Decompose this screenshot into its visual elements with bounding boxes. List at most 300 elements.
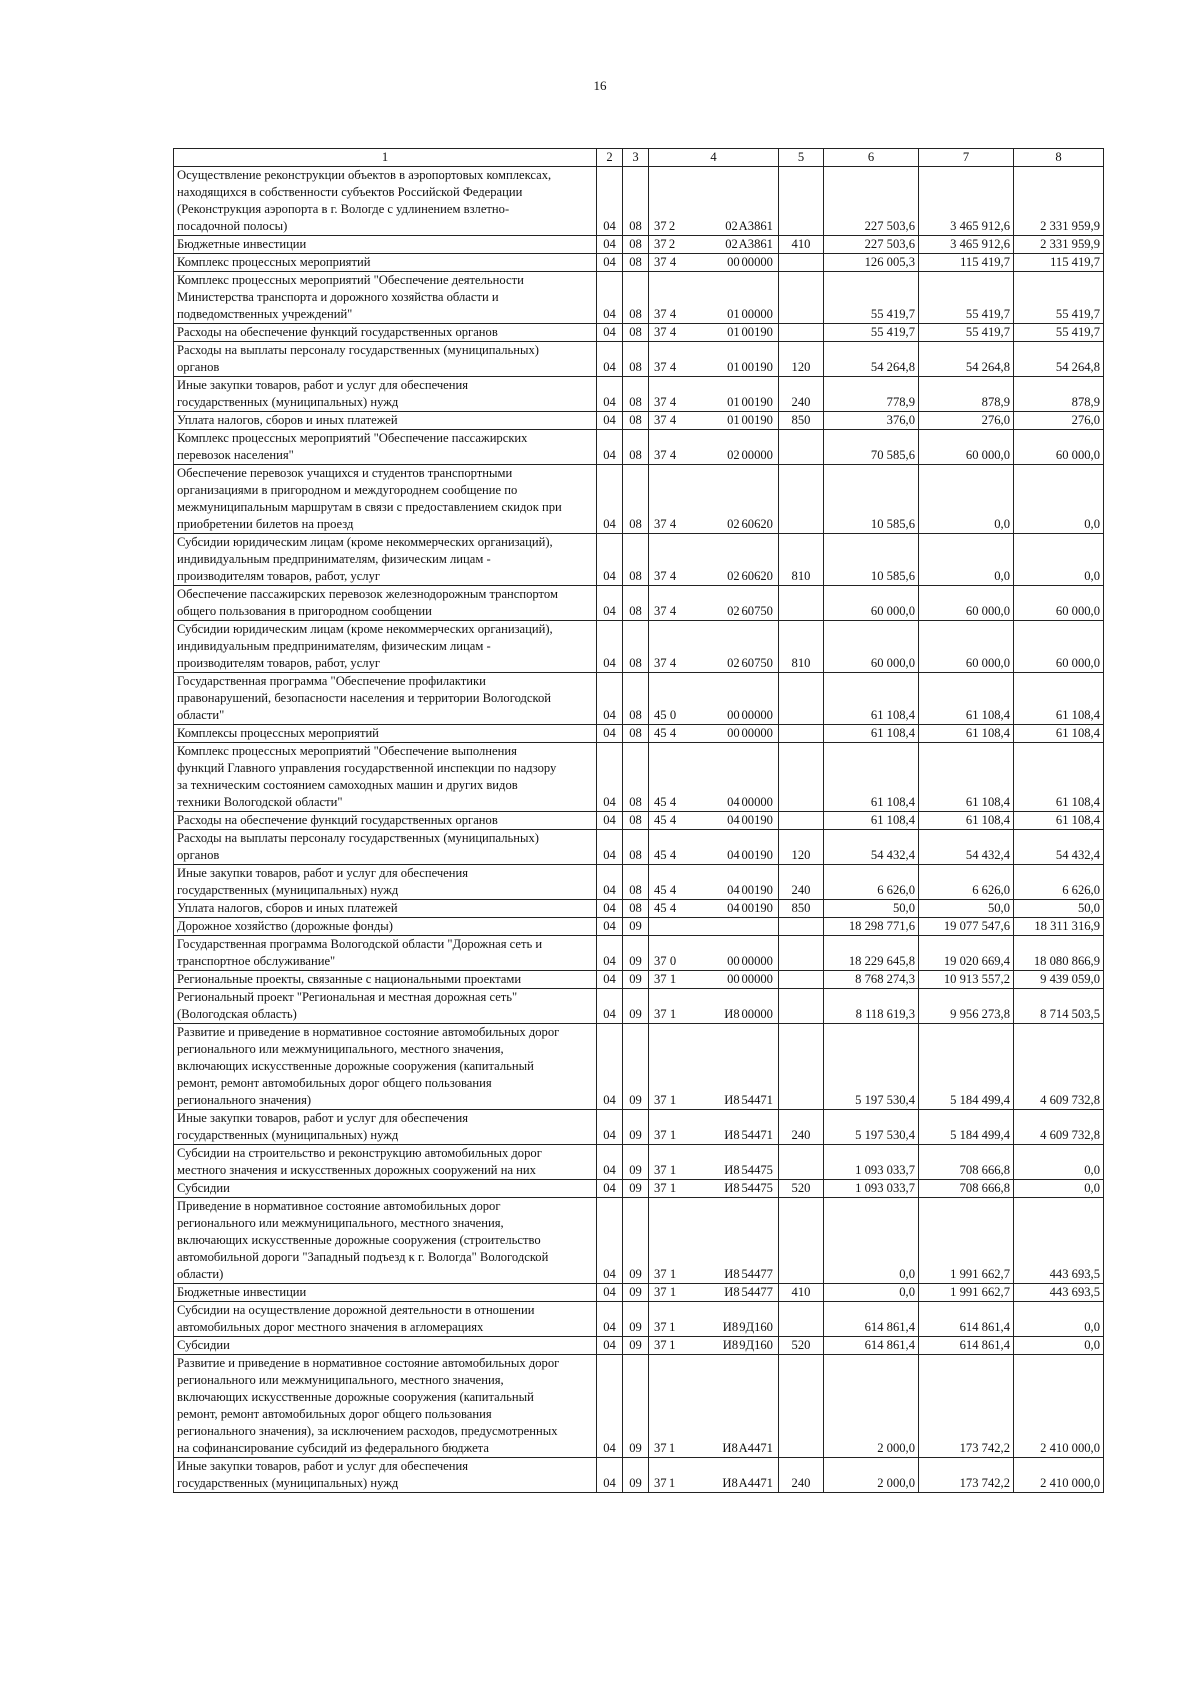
code-part: 45 <box>654 848 667 862</box>
amount-cell-year3: 276,0 <box>1014 412 1104 430</box>
row-name-cell: Осуществление реконструкции объектов в аэропортовых комплексах, находящихся в собственности субъектов Российской Федерации (Реконструкция аэропорта в г. Вологде с удлинением взлетно- посадочной полосы) <box>174 167 597 236</box>
amount-cell-year3: 115 419,7 <box>1014 254 1104 272</box>
code-part: 37 <box>654 1338 667 1352</box>
section-code-cell: 04 <box>597 1198 623 1284</box>
subsection-code-cell: 08 <box>623 167 649 236</box>
amount-cell-year2: 1 991 662,7 <box>919 1198 1014 1284</box>
code-part: 37 <box>654 219 667 233</box>
amount-cell-year1: 2 000,0 <box>824 1458 919 1493</box>
code-part: 37 <box>654 954 667 968</box>
code-part: 37 <box>654 1007 667 1021</box>
expense-type-cell <box>779 1355 824 1458</box>
table-row <box>174 971 1104 989</box>
code-part: 54477 <box>741 1285 773 1299</box>
column-header: 5 <box>779 149 824 167</box>
code-part: 02 <box>727 448 740 462</box>
code-part: 00 <box>727 708 740 722</box>
row-name-cell: Иные закупки товаров, работ и услуг для обеспечения государственных (муниципальных) нужд <box>174 377 597 412</box>
amount-cell-year2: 614 861,4 <box>919 1302 1014 1337</box>
row-name-cell: Уплата налогов, сборов и иных платежей <box>174 412 597 430</box>
row-name-cell: Субсидии на строительство и реконструкцию автомобильных дорог местного значения и искусственных дорожных сооружений на них <box>174 1145 597 1180</box>
code-part: 00190 <box>741 413 773 427</box>
amount-cell-year3: 8 714 503,5 <box>1014 989 1104 1024</box>
row-name-cell: Комплекс процессных мероприятий <box>174 254 597 272</box>
code-part: 0 <box>669 708 677 722</box>
target-item-code-cell <box>649 1302 779 1337</box>
amount-cell-year1: 61 108,4 <box>824 673 919 725</box>
code-part: 00000 <box>741 255 773 269</box>
target-item-code-cell <box>649 254 779 272</box>
amount-cell-year2: 0,0 <box>919 465 1014 534</box>
code-part: 1 <box>669 1320 676 1334</box>
amount-cell-year1: 61 108,4 <box>824 725 919 743</box>
subsection-code-cell: 08 <box>623 900 649 918</box>
code-part: 4 <box>669 901 677 915</box>
code-part: И8 <box>724 1093 740 1107</box>
amount-cell-year2: 50,0 <box>919 900 1014 918</box>
section-code-cell: 04 <box>597 936 623 971</box>
amount-cell-year3: 55 419,7 <box>1014 272 1104 324</box>
table-row <box>174 1284 1104 1302</box>
section-code-cell: 04 <box>597 1024 623 1110</box>
code-part: 37 <box>654 1476 667 1490</box>
code-part: И8 <box>724 1007 740 1021</box>
row-name-cell: Расходы на выплаты персоналу государственных (муниципальных) органов <box>174 342 597 377</box>
amount-cell-year1: 10 585,6 <box>824 465 919 534</box>
code-part: И8 <box>722 1441 738 1455</box>
code-part: 00 <box>727 972 740 986</box>
table-row <box>174 1458 1104 1493</box>
target-item-code-cell <box>649 918 779 936</box>
subsection-code-cell: 08 <box>623 236 649 254</box>
code-part: 37 <box>654 1181 667 1195</box>
amount-cell-year3: 0,0 <box>1014 465 1104 534</box>
code-part: 4 <box>669 848 677 862</box>
subsection-code-cell: 08 <box>623 534 649 586</box>
table-row <box>174 725 1104 743</box>
expense-type-cell <box>779 1024 824 1110</box>
amount-cell-year2: 6 626,0 <box>919 865 1014 900</box>
code-part: И8 <box>724 1128 740 1142</box>
amount-cell-year1: 376,0 <box>824 412 919 430</box>
amount-cell-year3: 18 311 316,9 <box>1014 918 1104 936</box>
code-part: 45 <box>654 708 667 722</box>
row-name-cell: Субсидии юридическим лицам (кроме некоммерческих организаций), индивидуальным предпринимателям, физическим лицам - производителям товаров, работ, услуг <box>174 534 597 586</box>
code-part: 00 <box>727 255 740 269</box>
target-item-code-cell <box>649 865 779 900</box>
row-name-cell: Комплексы процессных мероприятий <box>174 725 597 743</box>
code-part: 04 <box>727 813 740 827</box>
expense-type-cell <box>779 918 824 936</box>
table-row <box>174 830 1104 865</box>
expense-type-cell <box>779 673 824 725</box>
amount-cell-year2: 54 264,8 <box>919 342 1014 377</box>
amount-cell-year3: 0,0 <box>1014 1302 1104 1337</box>
column-header: 1 <box>174 149 597 167</box>
subsection-code-cell: 09 <box>623 1284 649 1302</box>
code-part: 04 <box>727 901 740 915</box>
amount-cell-year1: 61 108,4 <box>824 743 919 812</box>
target-item-code-cell <box>649 586 779 621</box>
subsection-code-cell: 08 <box>623 324 649 342</box>
code-part: 1 <box>669 1128 677 1142</box>
code-part: 37 <box>654 325 667 339</box>
subsection-code-cell: 09 <box>623 1180 649 1198</box>
expense-type-cell <box>779 725 824 743</box>
table-row <box>174 412 1104 430</box>
subsection-code-cell: 08 <box>623 412 649 430</box>
code-part: 37 <box>654 1441 667 1455</box>
amount-cell-year1: 61 108,4 <box>824 812 919 830</box>
code-part: 1 <box>669 972 677 986</box>
expense-type-cell: 240 <box>779 377 824 412</box>
expense-type-cell <box>779 971 824 989</box>
row-name-cell: Бюджетные инвестиции <box>174 1284 597 1302</box>
amount-cell-year3: 4 609 732,8 <box>1014 1110 1104 1145</box>
amount-cell-year2: 55 419,7 <box>919 324 1014 342</box>
amount-cell-year1: 70 585,6 <box>824 430 919 465</box>
code-part: 45 <box>654 726 667 740</box>
header-row <box>174 149 1104 167</box>
code-part: 00 <box>727 726 740 740</box>
section-code-cell: 04 <box>597 1302 623 1337</box>
amount-cell-year2: 276,0 <box>919 412 1014 430</box>
target-item-code-cell <box>649 342 779 377</box>
amount-cell-year1: 50,0 <box>824 900 919 918</box>
section-code-cell: 04 <box>597 830 623 865</box>
expense-type-cell <box>779 586 824 621</box>
target-item-code-cell <box>649 272 779 324</box>
code-part: 54471 <box>741 1128 773 1142</box>
amount-cell-year3: 6 626,0 <box>1014 865 1104 900</box>
table-row <box>174 1355 1104 1458</box>
code-part: 37 <box>654 604 667 618</box>
code-part: И8 <box>724 1163 740 1177</box>
column-header: 2 <box>597 149 623 167</box>
amount-cell-year3: 0,0 <box>1014 1145 1104 1180</box>
code-part: И8 <box>722 1338 739 1352</box>
amount-cell-year3: 60 000,0 <box>1014 621 1104 673</box>
row-name-cell: Субсидии <box>174 1337 597 1355</box>
amount-cell-year1: 10 585,6 <box>824 534 919 586</box>
table-row <box>174 989 1104 1024</box>
code-part: 00000 <box>741 708 773 722</box>
section-code-cell: 04 <box>597 272 623 324</box>
amount-cell-year3: 9 439 059,0 <box>1014 971 1104 989</box>
amount-cell-year3: 18 080 866,9 <box>1014 936 1104 971</box>
row-name-cell: Развитие и приведение в нормативное состояние автомобильных дорог регионального или межмуниципального, местного значения, включающих искусственные дорожные сооружения (капитальный ремонт, ремонт автомобильных дорог общего пользования регионального значения) <box>174 1024 597 1110</box>
target-item-code-cell <box>649 1355 779 1458</box>
expense-type-cell <box>779 989 824 1024</box>
amount-cell-year2: 61 108,4 <box>919 725 1014 743</box>
amount-cell-year3: 0,0 <box>1014 1180 1104 1198</box>
table-row <box>174 812 1104 830</box>
target-item-code-cell <box>649 673 779 725</box>
row-name-cell: Государственная программа "Обеспечение профилактики правонарушений, безопасности населения и территории Вологодской области" <box>174 673 597 725</box>
expense-type-cell <box>779 430 824 465</box>
section-code-cell: 04 <box>597 1110 623 1145</box>
amount-cell-year1: 126 005,3 <box>824 254 919 272</box>
column-header: 3 <box>623 149 649 167</box>
section-code-cell: 04 <box>597 534 623 586</box>
amount-cell-year1: 55 419,7 <box>824 272 919 324</box>
subsection-code-cell: 09 <box>623 918 649 936</box>
row-name-cell: Субсидии на осуществление дорожной деятельности в отношении автомобильных дорог местного значения в агломерациях <box>174 1302 597 1337</box>
expense-type-cell: 120 <box>779 342 824 377</box>
amount-cell-year3: 54 264,8 <box>1014 342 1104 377</box>
amount-cell-year2: 10 913 557,2 <box>919 971 1014 989</box>
amount-cell-year3: 61 108,4 <box>1014 725 1104 743</box>
amount-cell-year2: 5 184 499,4 <box>919 1024 1014 1110</box>
code-part: 00190 <box>741 325 773 339</box>
code-part: 04 <box>727 883 740 897</box>
amount-cell-year2: 5 184 499,4 <box>919 1110 1014 1145</box>
code-part: И8 <box>722 1320 739 1334</box>
target-item-code-cell <box>649 830 779 865</box>
table-row <box>174 936 1104 971</box>
code-part: 37 <box>654 517 667 531</box>
target-item-code-cell <box>649 324 779 342</box>
row-name-cell: Региональные проекты, связанные с национальными проектами <box>174 971 597 989</box>
row-name-cell: Расходы на выплаты персоналу государственных (муниципальных) органов <box>174 830 597 865</box>
expense-type-cell: 520 <box>779 1180 824 1198</box>
code-part: 02 <box>727 604 740 618</box>
section-code-cell: 04 <box>597 865 623 900</box>
expense-type-cell <box>779 254 824 272</box>
code-part: 4 <box>669 656 677 670</box>
code-part: 4 <box>669 307 677 321</box>
section-code-cell: 04 <box>597 1337 623 1355</box>
code-part: 1 <box>669 1267 677 1281</box>
code-part: 37 <box>654 1093 667 1107</box>
code-part: 4 <box>669 413 677 427</box>
subsection-code-cell: 08 <box>623 586 649 621</box>
amount-cell-year3: 878,9 <box>1014 377 1104 412</box>
expense-type-cell: 810 <box>779 534 824 586</box>
amount-cell-year2: 173 742,2 <box>919 1458 1014 1493</box>
target-item-code-cell <box>649 743 779 812</box>
section-code-cell: 04 <box>597 621 623 673</box>
amount-cell-year3: 60 000,0 <box>1014 586 1104 621</box>
amount-cell-year1: 0,0 <box>824 1198 919 1284</box>
target-item-code-cell <box>649 1337 779 1355</box>
code-part: 60620 <box>741 517 773 531</box>
amount-cell-year3: 443 693,5 <box>1014 1198 1104 1284</box>
section-code-cell: 04 <box>597 377 623 412</box>
expense-type-cell <box>779 1198 824 1284</box>
amount-cell-year3: 54 432,4 <box>1014 830 1104 865</box>
code-part: 4 <box>669 255 677 269</box>
code-part: 60750 <box>741 656 773 670</box>
subsection-code-cell: 08 <box>623 254 649 272</box>
row-name-cell: Расходы на обеспечение функций государственных органов <box>174 812 597 830</box>
row-name-cell: Иные закупки товаров, работ и услуг для обеспечения государственных (муниципальных) нужд <box>174 1110 597 1145</box>
code-part: А4471 <box>738 1476 773 1490</box>
code-part: 37 <box>654 1128 667 1142</box>
table-row <box>174 1145 1104 1180</box>
target-item-code-cell <box>649 534 779 586</box>
code-part: 4 <box>669 395 677 409</box>
amount-cell-year2: 1 991 662,7 <box>919 1284 1014 1302</box>
row-name-cell: Приведение в нормативное состояние автомобильных дорог регионального или межмуниципального, местного значения, включающих искусственные дорожные сооружения (строительство автомобильной дороги "Западный подъезд к г. Вологда" Вологодской области) <box>174 1198 597 1284</box>
code-part: 9Д160 <box>739 1338 773 1352</box>
target-item-code-cell <box>649 430 779 465</box>
subsection-code-cell: 09 <box>623 936 649 971</box>
column-header: 6 <box>824 149 919 167</box>
table-row <box>174 621 1104 673</box>
target-item-code-cell <box>649 1110 779 1145</box>
amount-cell-year3: 0,0 <box>1014 534 1104 586</box>
row-name-cell: Комплекс процессных мероприятий "Обеспечение выполнения функций Главного управления государственной инспекции по надзору за техническим состоянием самоходных машин и других видов техники Вологодской области" <box>174 743 597 812</box>
code-part: 1 <box>669 1181 677 1195</box>
amount-cell-year1: 614 861,4 <box>824 1302 919 1337</box>
section-code-cell: 04 <box>597 989 623 1024</box>
code-part: 45 <box>654 795 667 809</box>
code-part: 02 <box>725 219 738 233</box>
section-code-cell: 04 <box>597 1145 623 1180</box>
subsection-code-cell: 08 <box>623 812 649 830</box>
amount-cell-year2: 61 108,4 <box>919 812 1014 830</box>
amount-cell-year1: 227 503,6 <box>824 167 919 236</box>
code-part: 00000 <box>741 795 773 809</box>
amount-cell-year2: 60 000,0 <box>919 430 1014 465</box>
table-row <box>174 1337 1104 1355</box>
target-item-code-cell <box>649 377 779 412</box>
section-code-cell: 04 <box>597 812 623 830</box>
amount-cell-year2: 60 000,0 <box>919 586 1014 621</box>
amount-cell-year3: 61 108,4 <box>1014 673 1104 725</box>
target-item-code-cell <box>649 236 779 254</box>
code-part: 54477 <box>741 1267 773 1281</box>
code-part: 00190 <box>741 883 773 897</box>
expense-type-cell: 850 <box>779 900 824 918</box>
amount-cell-year1: 54 264,8 <box>824 342 919 377</box>
code-part: 1 <box>669 1285 677 1299</box>
table-row <box>174 1180 1104 1198</box>
code-part: 37 <box>654 237 667 251</box>
expense-type-cell <box>779 465 824 534</box>
row-name-cell: Субсидии <box>174 1180 597 1198</box>
expense-type-cell: 850 <box>779 412 824 430</box>
code-part: 02 <box>727 656 740 670</box>
code-part: 4 <box>669 726 677 740</box>
subsection-code-cell: 09 <box>623 1110 649 1145</box>
section-code-cell: 04 <box>597 342 623 377</box>
subsection-code-cell: 09 <box>623 1198 649 1284</box>
table-row <box>174 465 1104 534</box>
subsection-code-cell: 08 <box>623 430 649 465</box>
row-name-cell: Комплекс процессных мероприятий "Обеспечение пассажирских перевозок населения" <box>174 430 597 465</box>
subsection-code-cell: 09 <box>623 971 649 989</box>
section-code-cell: 04 <box>597 743 623 812</box>
code-part: 02 <box>727 569 740 583</box>
code-part: 54475 <box>741 1163 773 1177</box>
code-part: 00000 <box>741 307 773 321</box>
amount-cell-year1: 1 093 033,7 <box>824 1180 919 1198</box>
amount-cell-year3: 0,0 <box>1014 1337 1104 1355</box>
amount-cell-year2: 3 465 912,6 <box>919 236 1014 254</box>
subsection-code-cell: 08 <box>623 830 649 865</box>
code-part: 37 <box>654 1163 667 1177</box>
expense-type-cell: 240 <box>779 1110 824 1145</box>
section-code-cell: 04 <box>597 1284 623 1302</box>
row-name-cell: Иные закупки товаров, работ и услуг для обеспечения государственных (муниципальных) нужд <box>174 865 597 900</box>
table-row <box>174 918 1104 936</box>
expense-type-cell: 120 <box>779 830 824 865</box>
code-part: 4 <box>669 795 677 809</box>
amount-cell-year2: 55 419,7 <box>919 272 1014 324</box>
code-part: 00190 <box>741 848 773 862</box>
column-header: 7 <box>919 149 1014 167</box>
section-code-cell: 04 <box>597 918 623 936</box>
section-code-cell: 04 <box>597 412 623 430</box>
code-part: 04 <box>727 795 740 809</box>
table-row <box>174 900 1104 918</box>
target-item-code-cell <box>649 1284 779 1302</box>
code-part: 37 <box>654 255 667 269</box>
amount-cell-year1: 5 197 530,4 <box>824 1110 919 1145</box>
code-part: 1 <box>668 1476 676 1490</box>
code-part: 4 <box>669 448 677 462</box>
target-item-code-cell <box>649 1145 779 1180</box>
section-code-cell: 04 <box>597 465 623 534</box>
expense-type-cell: 240 <box>779 865 824 900</box>
code-part: 01 <box>727 307 740 321</box>
code-part: 37 <box>654 1285 667 1299</box>
code-part: 1 <box>669 1163 677 1177</box>
row-name-cell: Расходы на обеспечение функций государственных органов <box>174 324 597 342</box>
table-row <box>174 342 1104 377</box>
code-part: 04 <box>727 848 740 862</box>
amount-cell-year1: 60 000,0 <box>824 621 919 673</box>
section-code-cell: 04 <box>597 430 623 465</box>
target-item-code-cell <box>649 465 779 534</box>
code-part: 37 <box>654 1267 667 1281</box>
row-name-cell: Обеспечение перевозок учащихся и студентов транспортными организациями в пригородном и междугороднем сообщение по межмуниципальным маршрутам в связи с предоставлением скидок при приобретении билетов на проезд <box>174 465 597 534</box>
subsection-code-cell: 08 <box>623 377 649 412</box>
section-code-cell: 04 <box>597 1458 623 1493</box>
amount-cell-year1: 55 419,7 <box>824 324 919 342</box>
section-code-cell: 04 <box>597 236 623 254</box>
row-name-cell: Государственная программа Вологодской области "Дорожная сеть и транспортное обслуживание" <box>174 936 597 971</box>
code-part: 01 <box>727 360 740 374</box>
subsection-code-cell: 09 <box>623 1355 649 1458</box>
code-part: 02 <box>725 237 738 251</box>
section-code-cell: 04 <box>597 900 623 918</box>
table-row <box>174 534 1104 586</box>
subsection-code-cell: 08 <box>623 342 649 377</box>
code-part: 02 <box>727 517 740 531</box>
amount-cell-year1: 5 197 530,4 <box>824 1024 919 1110</box>
amount-cell-year2: 9 956 273,8 <box>919 989 1014 1024</box>
table-row <box>174 1302 1104 1337</box>
code-part: И8 <box>724 1181 740 1195</box>
target-item-code-cell <box>649 812 779 830</box>
row-name-cell: Региональный проект "Региональная и местная дорожная сеть" (Вологодская область) <box>174 989 597 1024</box>
code-part: 60750 <box>741 604 773 618</box>
code-part: 1 <box>669 1338 676 1352</box>
subsection-code-cell: 09 <box>623 1024 649 1110</box>
table-row <box>174 1024 1104 1110</box>
amount-cell-year3: 61 108,4 <box>1014 812 1104 830</box>
row-name-cell: Обеспечение пассажирских перевозок железнодорожным транспортом общего пользования в пригородном сообщении <box>174 586 597 621</box>
expense-type-cell <box>779 743 824 812</box>
table-row <box>174 272 1104 324</box>
table-row <box>174 236 1104 254</box>
table-row <box>174 324 1104 342</box>
amount-cell-year3: 61 108,4 <box>1014 743 1104 812</box>
row-name-cell: Дорожное хозяйство (дорожные фонды) <box>174 918 597 936</box>
